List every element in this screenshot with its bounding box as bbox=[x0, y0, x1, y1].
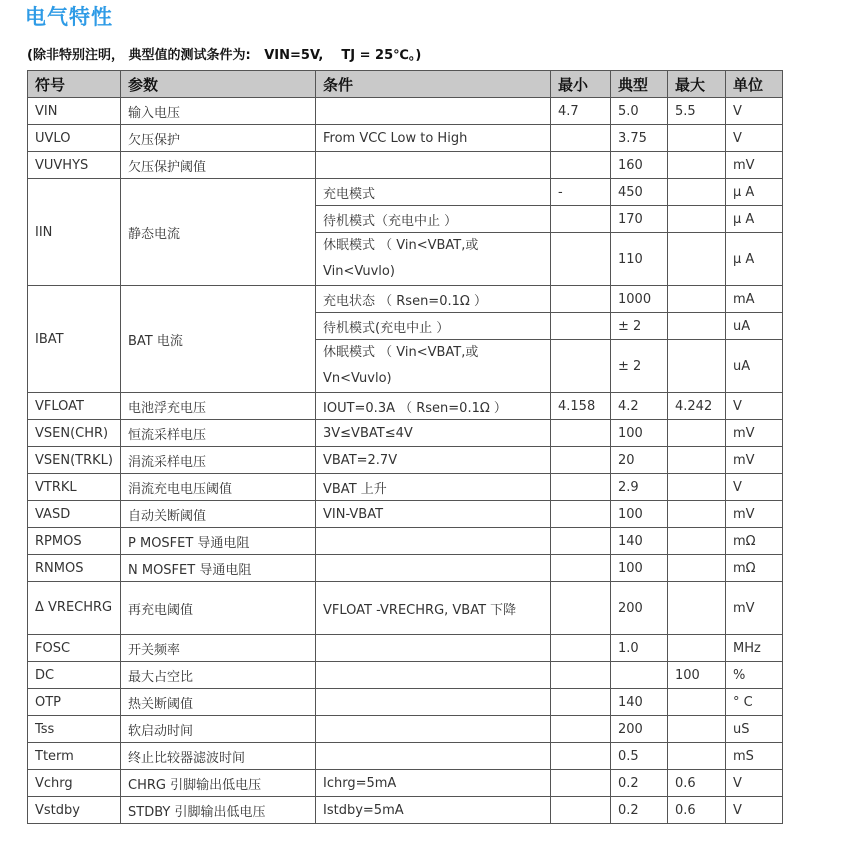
cell-condition: IOUT=0.3A （ Rsen=0.1Ω ） bbox=[316, 393, 551, 420]
cell-typ: 100 bbox=[611, 420, 668, 447]
table-row bbox=[28, 286, 783, 313]
cell-typ: 200 bbox=[611, 716, 668, 743]
cell-parameter: 最大占空比 bbox=[121, 662, 316, 689]
cell-condition bbox=[316, 662, 551, 689]
cell-unit: uA bbox=[726, 313, 783, 340]
cell-typ: 20 bbox=[611, 447, 668, 474]
cell-max bbox=[668, 528, 726, 555]
cell-parameter: 终止比较器滤波时间 bbox=[121, 743, 316, 770]
cell-symbol: VASD bbox=[28, 501, 121, 528]
cell-condition: VFLOAT -VRECHRG, VBAT 下降 bbox=[316, 582, 551, 635]
cell-symbol: OTP bbox=[28, 689, 121, 716]
table-row bbox=[28, 555, 783, 582]
cell-min bbox=[551, 286, 611, 313]
cell-parameter: 欠压保护阈值 bbox=[121, 152, 316, 179]
cell-condition: From VCC Low to High bbox=[316, 125, 551, 152]
cell-max bbox=[668, 447, 726, 474]
cell-typ: 0.2 bbox=[611, 797, 668, 824]
cell-condition bbox=[316, 689, 551, 716]
table-row bbox=[28, 689, 783, 716]
cell-min bbox=[551, 420, 611, 447]
cell-symbol: Δ VRECHRG bbox=[28, 582, 121, 635]
cell-symbol: VUVHYS bbox=[28, 152, 121, 179]
cell-typ: 200 bbox=[611, 582, 668, 635]
cell-max bbox=[668, 152, 726, 179]
cell-symbol: RNMOS bbox=[28, 555, 121, 582]
cell-parameter: 再充电阈值 bbox=[121, 582, 316, 635]
cell-condition bbox=[316, 716, 551, 743]
cell-typ: 3.75 bbox=[611, 125, 668, 152]
table-row bbox=[28, 743, 783, 770]
cell-symbol: UVLO bbox=[28, 125, 121, 152]
cell-parameter: N MOSFET 导通电阻 bbox=[121, 555, 316, 582]
cell-max bbox=[668, 233, 726, 286]
cell-min bbox=[551, 770, 611, 797]
cell-min bbox=[551, 797, 611, 824]
cell-max bbox=[668, 313, 726, 340]
cell-unit: MHz bbox=[726, 635, 783, 662]
cell-condition bbox=[316, 152, 551, 179]
cell-min: 4.7 bbox=[551, 98, 611, 125]
page-title: 电气特性 bbox=[25, 5, 113, 29]
cell-symbol: VIN bbox=[28, 98, 121, 125]
cell-condition: VBAT 上升 bbox=[316, 474, 551, 501]
cell-symbol: Tss bbox=[28, 716, 121, 743]
cell-symbol: Vchrg bbox=[28, 770, 121, 797]
cell-unit: mΩ bbox=[726, 528, 783, 555]
cell-min bbox=[551, 743, 611, 770]
cell-min bbox=[551, 340, 611, 393]
cell-typ: 110 bbox=[611, 233, 668, 286]
cell-symbol: VSEN(TRKL) bbox=[28, 447, 121, 474]
cell-condition: 休眠模式 （ Vin<VBAT,或 Vn<Vuvlo) bbox=[316, 340, 551, 393]
cell-max bbox=[668, 501, 726, 528]
cell-condition bbox=[316, 743, 551, 770]
cell-min bbox=[551, 582, 611, 635]
cell-parameter: 欠压保护 bbox=[121, 125, 316, 152]
cell-max bbox=[668, 286, 726, 313]
cell-parameter: 恒流采样电压 bbox=[121, 420, 316, 447]
cell-min bbox=[551, 689, 611, 716]
cell-condition: 休眠模式 （ Vin<VBAT,或 Vin<Vuvlo) bbox=[316, 233, 551, 286]
cell-unit: ° C bbox=[726, 689, 783, 716]
cell-symbol: IIN bbox=[28, 179, 121, 286]
cell-unit: mV bbox=[726, 152, 783, 179]
cell-condition: 待机模式(充电中止 ） bbox=[316, 313, 551, 340]
table-row bbox=[28, 474, 783, 501]
cell-max bbox=[668, 179, 726, 206]
cell-typ: 140 bbox=[611, 528, 668, 555]
table-row bbox=[28, 125, 783, 152]
cell-parameter: P MOSFET 导通电阻 bbox=[121, 528, 316, 555]
cell-parameter: 电池浮充电压 bbox=[121, 393, 316, 420]
cell-unit: V bbox=[726, 797, 783, 824]
table-row bbox=[28, 528, 783, 555]
cell-condition: 待机模式（充电中止 ） bbox=[316, 206, 551, 233]
cell-condition bbox=[316, 635, 551, 662]
col-header-typ: 典型 bbox=[611, 71, 668, 98]
cell-parameter: CHRG 引脚输出低电压 bbox=[121, 770, 316, 797]
table-row bbox=[28, 635, 783, 662]
cell-unit: mV bbox=[726, 582, 783, 635]
cell-symbol: Tterm bbox=[28, 743, 121, 770]
cell-unit: mA bbox=[726, 286, 783, 313]
cell-unit: mV bbox=[726, 447, 783, 474]
cell-typ: 160 bbox=[611, 152, 668, 179]
cell-typ: ± 2 bbox=[611, 340, 668, 393]
cell-condition: 3V≤VBAT≤4V bbox=[316, 420, 551, 447]
cell-max: 100 bbox=[668, 662, 726, 689]
cell-max bbox=[668, 689, 726, 716]
table-row bbox=[28, 716, 783, 743]
test-condition-note: (除非特别注明， 典型值的测试条件为: VIN=5V, TJ = 25℃。) bbox=[27, 48, 422, 63]
cell-max bbox=[668, 635, 726, 662]
cell-parameter: BAT 电流 bbox=[121, 286, 316, 393]
cell-condition bbox=[316, 528, 551, 555]
cell-symbol: IBAT bbox=[28, 286, 121, 393]
cell-condition: VIN-VBAT bbox=[316, 501, 551, 528]
table-header-row bbox=[28, 71, 783, 98]
table-row bbox=[28, 770, 783, 797]
cell-typ: 140 bbox=[611, 689, 668, 716]
cell-unit: uS bbox=[726, 716, 783, 743]
cell-max bbox=[668, 206, 726, 233]
cell-max bbox=[668, 420, 726, 447]
cell-typ: 1000 bbox=[611, 286, 668, 313]
cell-max bbox=[668, 125, 726, 152]
cell-min bbox=[551, 125, 611, 152]
cell-typ bbox=[611, 662, 668, 689]
cell-unit: V bbox=[726, 98, 783, 125]
cell-typ: 100 bbox=[611, 555, 668, 582]
table-row bbox=[28, 420, 783, 447]
cell-typ: 0.2 bbox=[611, 770, 668, 797]
cell-unit: V bbox=[726, 393, 783, 420]
cell-parameter: 软启动时间 bbox=[121, 716, 316, 743]
col-header-parameter: 参数 bbox=[121, 71, 316, 98]
cell-unit: uA bbox=[726, 340, 783, 393]
cell-unit: % bbox=[726, 662, 783, 689]
cell-typ: 450 bbox=[611, 179, 668, 206]
col-header-min: 最小 bbox=[551, 71, 611, 98]
cell-unit: V bbox=[726, 770, 783, 797]
cell-max bbox=[668, 582, 726, 635]
cell-symbol: FOSC bbox=[28, 635, 121, 662]
cell-symbol: VFLOAT bbox=[28, 393, 121, 420]
cell-typ: 0.5 bbox=[611, 743, 668, 770]
cell-unit: μ A bbox=[726, 233, 783, 286]
cell-condition: 充电模式 bbox=[316, 179, 551, 206]
cell-max bbox=[668, 474, 726, 501]
cell-max: 0.6 bbox=[668, 770, 726, 797]
cell-min bbox=[551, 152, 611, 179]
col-header-unit: 单位 bbox=[726, 71, 783, 98]
cell-typ: 1.0 bbox=[611, 635, 668, 662]
table-row bbox=[28, 662, 783, 689]
table-row bbox=[28, 393, 783, 420]
cell-parameter: 涓流采样电压 bbox=[121, 447, 316, 474]
cell-max bbox=[668, 340, 726, 393]
col-header-max: 最大 bbox=[668, 71, 726, 98]
cell-unit: mΩ bbox=[726, 555, 783, 582]
table-row bbox=[28, 797, 783, 824]
cell-typ: 5.0 bbox=[611, 98, 668, 125]
cell-min bbox=[551, 662, 611, 689]
cell-symbol: Vstdby bbox=[28, 797, 121, 824]
table-row bbox=[28, 152, 783, 179]
cell-condition: VBAT=2.7V bbox=[316, 447, 551, 474]
cell-min bbox=[551, 474, 611, 501]
table-row bbox=[28, 447, 783, 474]
cell-unit: μ A bbox=[726, 179, 783, 206]
cell-min: - bbox=[551, 179, 611, 206]
cell-max: 5.5 bbox=[668, 98, 726, 125]
cell-condition: Ichrg=5mA bbox=[316, 770, 551, 797]
cell-parameter: STDBY 引脚输出低电压 bbox=[121, 797, 316, 824]
cell-condition: 充电状态 （ Rsen=0.1Ω ） bbox=[316, 286, 551, 313]
table-row bbox=[28, 98, 783, 125]
cell-min bbox=[551, 635, 611, 662]
cell-symbol: VSEN(CHR) bbox=[28, 420, 121, 447]
cell-max: 4.242 bbox=[668, 393, 726, 420]
cell-parameter: 输入电压 bbox=[121, 98, 316, 125]
cell-unit: mV bbox=[726, 420, 783, 447]
cell-symbol: VTRKL bbox=[28, 474, 121, 501]
cell-condition: Istdby=5mA bbox=[316, 797, 551, 824]
cell-typ: 100 bbox=[611, 501, 668, 528]
cell-parameter: 静态电流 bbox=[121, 179, 316, 286]
cell-unit: mV bbox=[726, 501, 783, 528]
cell-unit: V bbox=[726, 125, 783, 152]
cell-condition bbox=[316, 98, 551, 125]
cell-typ: 2.9 bbox=[611, 474, 668, 501]
cell-min: 4.158 bbox=[551, 393, 611, 420]
cell-min bbox=[551, 233, 611, 286]
cell-min bbox=[551, 555, 611, 582]
cell-max bbox=[668, 716, 726, 743]
cell-parameter: 开关频率 bbox=[121, 635, 316, 662]
cell-symbol: DC bbox=[28, 662, 121, 689]
cell-unit: V bbox=[726, 474, 783, 501]
cell-unit: μ A bbox=[726, 206, 783, 233]
col-header-symbol: 符号 bbox=[28, 71, 121, 98]
table-row bbox=[28, 582, 783, 635]
cell-min bbox=[551, 716, 611, 743]
cell-typ: ± 2 bbox=[611, 313, 668, 340]
cell-min bbox=[551, 528, 611, 555]
cell-typ: 4.2 bbox=[611, 393, 668, 420]
cell-parameter: 涓流充电电压阈值 bbox=[121, 474, 316, 501]
cell-max bbox=[668, 555, 726, 582]
table-row bbox=[28, 501, 783, 528]
col-header-condition: 条件 bbox=[316, 71, 551, 98]
cell-max: 0.6 bbox=[668, 797, 726, 824]
cell-min bbox=[551, 313, 611, 340]
cell-typ: 170 bbox=[611, 206, 668, 233]
electrical-characteristics-table bbox=[27, 70, 783, 824]
cell-unit: mS bbox=[726, 743, 783, 770]
cell-condition bbox=[316, 555, 551, 582]
cell-symbol: RPMOS bbox=[28, 528, 121, 555]
cell-max bbox=[668, 743, 726, 770]
cell-parameter: 热关断阈值 bbox=[121, 689, 316, 716]
cell-min bbox=[551, 501, 611, 528]
cell-min bbox=[551, 206, 611, 233]
cell-parameter: 自动关断阈值 bbox=[121, 501, 316, 528]
table-row bbox=[28, 179, 783, 206]
cell-min bbox=[551, 447, 611, 474]
